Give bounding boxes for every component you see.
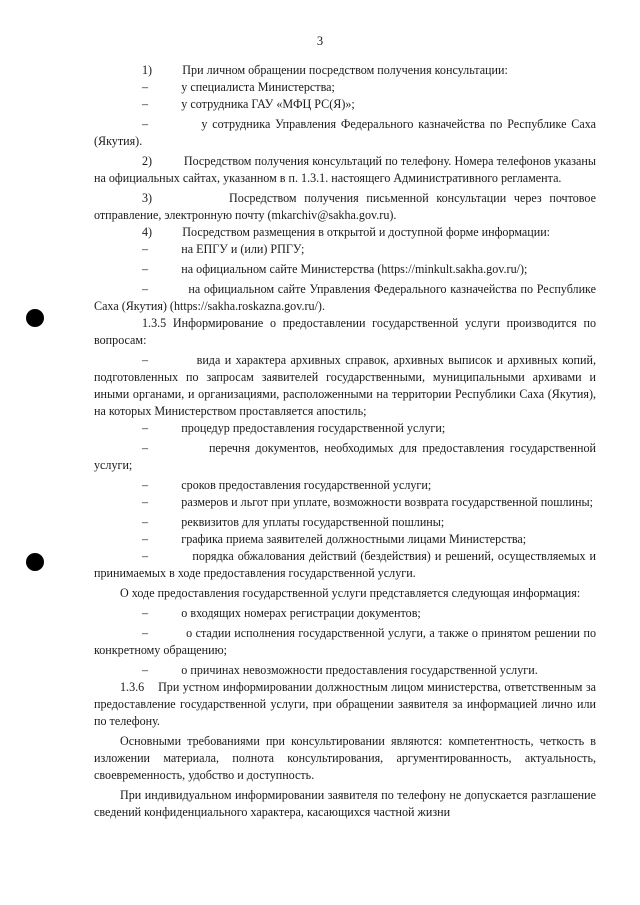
punch-hole-top [26,309,44,327]
paragraph: – о причинах невозможности предоставления государственной услуги. [142,663,538,677]
paragraph: – на официальном сайте Управления Федерального казначейства по Республике Саха (Якутия) (https://sakha.roskazna.gov.ru/). [94,282,596,313]
paragraph: 1.3.6 При устном информировании должностным лицом министерства, ответственным за предоставление государственной услуги, при обращении заявителя за информацией лично или по телефону. [94,680,596,728]
paragraph: – на официальном сайте Министерства (https://minkult.sakha.gov.ru/); [142,262,528,276]
paragraph: – вида и характера архивных справок, архивных выписок и архивных копий, подготовленных по запросам заявителей государственными, муниципальными архивами и иными органами, и организациями, расположенными на территории Республики Саха (Якутия), на которых Министерством проставляется апостиль; [94,353,596,418]
paragraph: 3) Посредством получения письменной консультации через почтовое отправление, электронную почту (mkarchiv@sakha.gov.ru). [94,191,596,222]
document-body [94,62,596,821]
paragraph: – о стадии исполнения государственной услуги, а также о принятом решении по конкретному обращению; [94,626,596,657]
paragraph: – на ЕПГУ и (или) РПГУ; [142,242,305,256]
paragraph: – порядка обжалования действий (бездействия) и решений, осуществляемых и принимаемых в ходе предоставления государственной услуги. [94,549,596,580]
paragraph: 1.3.5 Информирование о предоставлении государственной услуги производится по вопросам: [94,316,596,347]
paragraph: – сроков предоставления государственной услуги; [142,478,432,492]
paragraph: 4) Посредством размещения в открытой и доступной форме информации: [142,225,551,239]
punch-hole-bottom [26,553,44,571]
paragraph: – у специалиста Министерства; [142,80,335,94]
paragraph: – у сотрудника Управления Федерального казначейства по Республике Саха (Якутия). [94,117,596,148]
paragraph: О ходе предоставления государственной услуги представляется следующая информация: [120,586,581,600]
paragraph: – реквизитов для уплаты государственной пошлины; [142,515,445,529]
paragraph: При индивидуальном информировании заявителя по телефону не допускается разглашение сведений конфиденциального характера, касающихся частной жизни [94,788,596,819]
paragraph: – о входящих номерах регистрации документов; [142,606,421,620]
paragraph: – процедур предоставления государственной услуги; [142,421,446,435]
paragraph: 1) При личном обращении посредством получения консультации: [142,63,508,77]
paragraph: – графика приема заявителей должностными лицами Министерства; [142,532,527,546]
paragraph: – размеров и льгот при уплате, возможности возврата государственной пошлины; [142,495,593,509]
page-number: 3 [316,34,324,48]
paragraph: Основными требованиями при консультировании являются: компетентность, четкость в изложении материала, полнота консультирования, аргументированность, актуальность, своевременность, удобство и доступность. [94,734,596,782]
paragraph: – перечня документов, необходимых для предоставления государственной услуги; [94,441,596,472]
paragraph: 2) Посредством получения консультаций по телефону. Номера телефонов указаны на официальных сайтах, указанном в п. 1.3.1. настоящего Административного регламента. [94,154,596,185]
paragraph: – у сотрудника ГАУ «МФЦ РС(Я)»; [142,97,355,111]
